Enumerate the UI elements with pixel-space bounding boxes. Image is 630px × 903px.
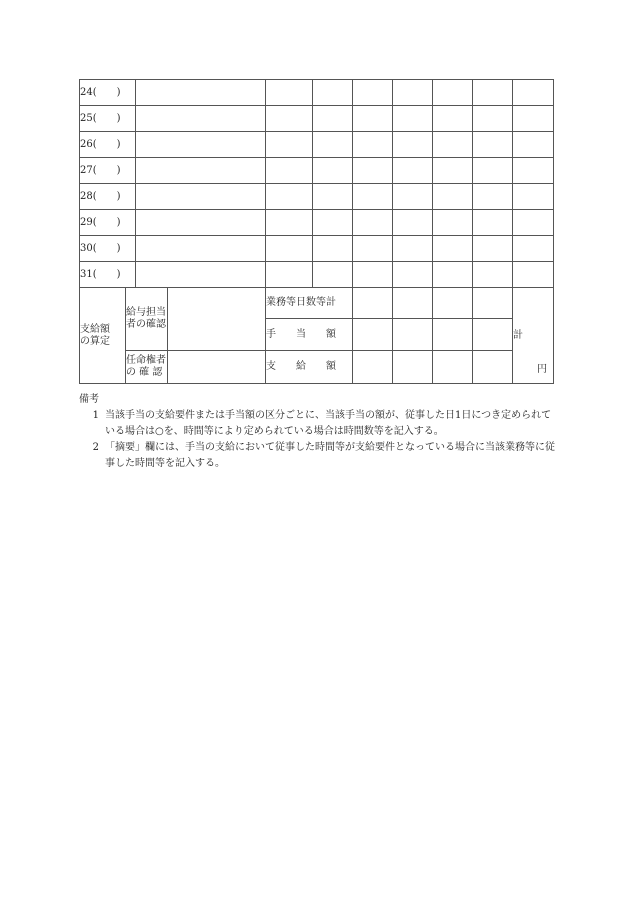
entry-cell[interactable] — [473, 262, 513, 288]
entry-cell[interactable] — [313, 106, 353, 132]
entry-cell[interactable] — [513, 106, 554, 132]
entry-cell[interactable] — [513, 236, 554, 262]
entry-cell[interactable] — [313, 158, 353, 184]
payment-amount-label: 支 給 額 — [266, 351, 353, 384]
entry-cell[interactable] — [266, 132, 313, 158]
entry-cell[interactable] — [433, 106, 473, 132]
entry-cell[interactable] — [313, 236, 353, 262]
entry-cell[interactable] — [313, 262, 353, 288]
entry-cell[interactable] — [473, 132, 513, 158]
entry-cell[interactable] — [433, 319, 473, 351]
remark-text: 当該手当の支給要件または手当額の区分ごとに、当該手当の額が、従事した日1日につき定められている場合は○を、時間等により定められている場合は時間数等を記入する。 — [105, 410, 552, 437]
day-row — [80, 80, 554, 106]
summary-cell[interactable] — [136, 132, 266, 158]
remark-number: 1 — [92, 410, 99, 421]
payment-calculation-label: 支給額 の算定 — [80, 288, 126, 384]
entry-cell[interactable] — [473, 210, 513, 236]
entry-cell[interactable] — [313, 132, 353, 158]
day-row — [80, 262, 554, 288]
business-days-total-label: 業務等日数等計 — [266, 288, 353, 319]
total-cell[interactable] — [513, 288, 554, 384]
entry-cell[interactable] — [393, 236, 433, 262]
summary-cell[interactable] — [136, 106, 266, 132]
remark-item — [79, 440, 555, 472]
entry-cell[interactable] — [513, 184, 554, 210]
entry-cell[interactable] — [433, 132, 473, 158]
summary-cell[interactable] — [136, 80, 266, 106]
entry-cell[interactable] — [513, 158, 554, 184]
entry-cell[interactable] — [266, 210, 313, 236]
entry-cell[interactable] — [433, 158, 473, 184]
summary-cell[interactable] — [136, 236, 266, 262]
payroll-confirmation-label: 給与担当 者の確認 — [126, 288, 168, 351]
entry-cell[interactable] — [433, 351, 473, 384]
entry-cell[interactable] — [473, 351, 513, 384]
yen-unit: 円 — [537, 364, 547, 375]
entry-cell[interactable] — [393, 80, 433, 106]
entry-cell[interactable] — [393, 132, 433, 158]
entry-cell[interactable] — [266, 262, 313, 288]
entry-cell[interactable] — [353, 80, 393, 106]
entry-cell[interactable] — [393, 184, 433, 210]
entry-cell[interactable] — [353, 184, 393, 210]
entry-cell[interactable] — [393, 351, 433, 384]
entry-cell[interactable] — [353, 236, 393, 262]
entry-cell[interactable] — [266, 106, 313, 132]
entry-cell[interactable] — [433, 236, 473, 262]
remark-text: 「摘要」欄には、手当の支給において従事した時間等が支給要件となっている場合に当該業務等に従事した時間等を記入する。 — [105, 442, 555, 469]
summary-cell[interactable] — [136, 210, 266, 236]
entry-cell[interactable] — [313, 210, 353, 236]
allowance-amount-label: 手 当 額 — [266, 319, 353, 351]
day-label: 28( ) — [80, 184, 136, 210]
entry-cell[interactable] — [513, 80, 554, 106]
entry-cell[interactable] — [433, 184, 473, 210]
entry-cell[interactable] — [513, 262, 554, 288]
day-label: 24( ) — [80, 80, 136, 106]
day-label: 27( ) — [80, 158, 136, 184]
entry-cell[interactable] — [266, 184, 313, 210]
day-row — [80, 236, 554, 262]
remarks-section — [79, 392, 555, 472]
day-label: 29( ) — [80, 210, 136, 236]
entry-cell[interactable] — [393, 210, 433, 236]
entry-cell[interactable] — [393, 158, 433, 184]
remark-item — [79, 408, 555, 440]
entry-cell[interactable] — [473, 184, 513, 210]
day-label: 30( ) — [80, 236, 136, 262]
entry-cell[interactable] — [266, 80, 313, 106]
entry-cell[interactable] — [266, 158, 313, 184]
entry-cell[interactable] — [473, 236, 513, 262]
entry-cell[interactable] — [353, 158, 393, 184]
remark-number: 2 — [92, 442, 99, 453]
entry-cell[interactable] — [353, 210, 393, 236]
day-row — [80, 158, 554, 184]
day-row — [80, 106, 554, 132]
entry-cell[interactable] — [353, 262, 393, 288]
entry-cell[interactable] — [393, 288, 433, 319]
summary-cell[interactable] — [136, 262, 266, 288]
total-label: 計 — [513, 329, 523, 341]
day-label: 26( ) — [80, 132, 136, 158]
entry-cell[interactable] — [393, 262, 433, 288]
entry-cell[interactable] — [393, 106, 433, 132]
entry-cell[interactable] — [513, 132, 554, 158]
entry-cell[interactable] — [473, 319, 513, 351]
payroll-confirmation-seal[interactable] — [168, 288, 266, 351]
entry-cell[interactable] — [473, 288, 513, 319]
entry-cell[interactable] — [473, 158, 513, 184]
entry-cell[interactable] — [473, 80, 513, 106]
day-label: 25( ) — [80, 106, 136, 132]
day-row — [80, 184, 554, 210]
appointer-confirmation-seal[interactable] — [168, 351, 266, 384]
entry-cell[interactable] — [433, 210, 473, 236]
entry-cell[interactable] — [353, 106, 393, 132]
summary-cell[interactable] — [136, 158, 266, 184]
allowance-record-table — [79, 79, 554, 384]
day-row — [80, 210, 554, 236]
entry-cell[interactable] — [353, 319, 393, 351]
summary-cell[interactable] — [136, 184, 266, 210]
entry-cell[interactable] — [433, 288, 473, 319]
entry-cell[interactable] — [313, 80, 353, 106]
day-label: 31( ) — [80, 262, 136, 288]
entry-cell[interactable] — [353, 132, 393, 158]
payment-calculation-section — [80, 288, 554, 384]
day-row — [80, 132, 554, 158]
entry-cell[interactable] — [513, 210, 554, 236]
entry-cell[interactable] — [473, 106, 513, 132]
entry-cell[interactable] — [433, 262, 473, 288]
appointer-confirmation-label: 任命権者 の 確 認 — [126, 351, 168, 384]
remarks-heading: 備考 — [79, 394, 99, 405]
entry-cell[interactable] — [433, 80, 473, 106]
entry-cell[interactable] — [313, 184, 353, 210]
entry-cell[interactable] — [353, 288, 393, 319]
entry-cell[interactable] — [353, 351, 393, 384]
entry-cell[interactable] — [393, 319, 433, 351]
entry-cell[interactable] — [266, 236, 313, 262]
